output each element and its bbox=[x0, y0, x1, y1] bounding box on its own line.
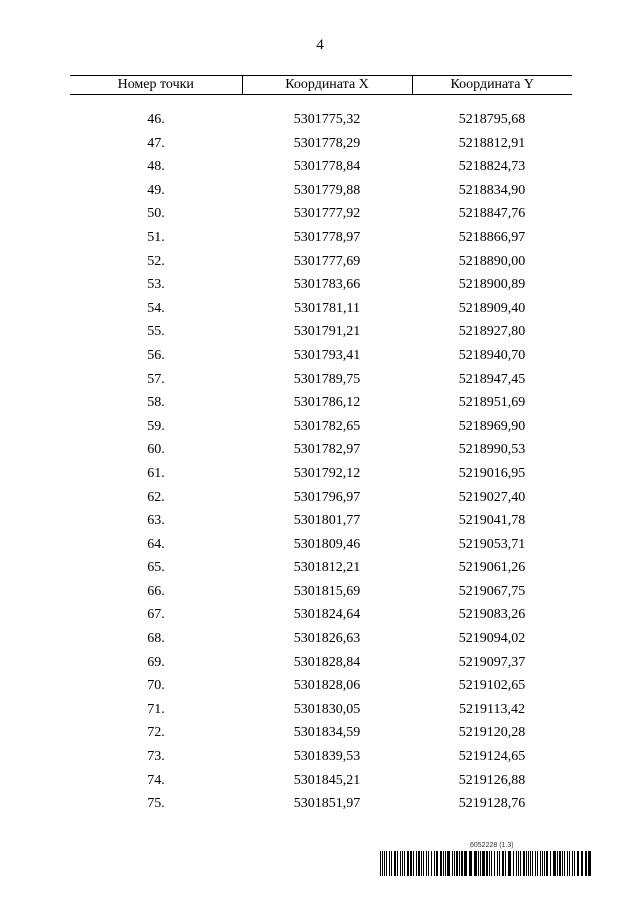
barcode-bar bbox=[404, 851, 405, 876]
coordinate-x-cell: 5301826,63 bbox=[293, 631, 361, 647]
barcode-bar bbox=[464, 851, 467, 876]
barcode-bar bbox=[588, 851, 591, 876]
barcode-bar bbox=[577, 851, 579, 876]
coordinate-y-cell: 5219067,75 bbox=[458, 583, 526, 599]
coordinate-y-cell: 5218940,70 bbox=[458, 347, 526, 363]
barcode-bar bbox=[410, 851, 412, 876]
table-row bbox=[70, 438, 572, 462]
barcode-bar bbox=[452, 851, 453, 876]
point-number-cell: 70. bbox=[147, 678, 165, 694]
coordinate-y-cell: 5219113,42 bbox=[459, 701, 525, 717]
coordinates-table bbox=[70, 75, 572, 816]
barcode-bar bbox=[447, 851, 450, 876]
coordinate-y-cell: 5219126,88 bbox=[458, 772, 526, 788]
table-row bbox=[70, 415, 572, 439]
barcode-bar bbox=[520, 851, 521, 876]
point-number-cell: 48. bbox=[147, 159, 165, 175]
coordinate-y-cell: 5219128,76 bbox=[458, 796, 526, 812]
point-number-cell: 51. bbox=[147, 229, 165, 245]
table-row bbox=[70, 509, 572, 533]
barcode-bar bbox=[389, 851, 390, 876]
table-row bbox=[70, 132, 572, 156]
table-row bbox=[70, 580, 572, 604]
point-number-cell: 62. bbox=[147, 489, 165, 505]
barcode-bar bbox=[482, 851, 485, 876]
barcode-bar bbox=[532, 851, 533, 876]
coordinate-y-cell: 5218824,73 bbox=[458, 159, 526, 175]
point-number-cell: 71. bbox=[147, 701, 165, 717]
coordinate-x-cell: 5301778,84 bbox=[293, 159, 361, 175]
point-number-cell: 75. bbox=[147, 796, 165, 812]
coordinate-x-cell: 5301778,29 bbox=[293, 135, 361, 151]
table-row bbox=[70, 627, 572, 651]
barcode-bar bbox=[567, 851, 568, 876]
barcode-bar bbox=[574, 851, 575, 876]
coordinate-y-cell: 5219016,95 bbox=[458, 465, 526, 481]
point-number-cell: 53. bbox=[147, 277, 165, 293]
point-number-cell: 46. bbox=[147, 112, 165, 127]
point-number-cell: 64. bbox=[147, 536, 165, 552]
barcode-bar bbox=[418, 851, 420, 876]
barcode-bar bbox=[528, 851, 529, 876]
coordinate-y-cell: 5219102,65 bbox=[458, 678, 526, 694]
coordinate-x-cell: 5301801,77 bbox=[293, 513, 361, 529]
point-number-cell: 63. bbox=[147, 513, 165, 529]
point-number-cell: 57. bbox=[147, 371, 165, 387]
barcode-bar bbox=[550, 851, 551, 876]
barcode-bar bbox=[499, 851, 500, 876]
coordinate-x-cell: 5301830,05 bbox=[293, 701, 361, 717]
coordinate-y-cell: 5218795,68 bbox=[458, 112, 526, 127]
barcode-bar bbox=[569, 851, 570, 876]
table-row bbox=[70, 250, 572, 274]
barcode-bar bbox=[426, 851, 427, 876]
barcode-bar bbox=[559, 851, 561, 876]
header-coordinate-x: Координата X bbox=[242, 76, 412, 95]
coordinate-y-cell: 5219097,37 bbox=[458, 654, 526, 670]
barcode-bar bbox=[502, 851, 504, 876]
barcode-bar bbox=[478, 851, 479, 876]
point-number-cell: 67. bbox=[147, 607, 165, 623]
coordinate-y-cell: 5218947,45 bbox=[458, 371, 526, 387]
table-row bbox=[70, 226, 572, 250]
barcode-bar bbox=[535, 851, 536, 876]
table-row bbox=[70, 344, 572, 368]
coordinate-y-cell: 5218834,90 bbox=[458, 182, 526, 198]
coordinate-y-cell: 5218990,53 bbox=[458, 442, 526, 458]
coordinate-y-cell: 5219053,71 bbox=[458, 536, 526, 552]
table-row bbox=[70, 486, 572, 510]
coordinate-x-cell: 5301782,97 bbox=[293, 442, 361, 458]
point-number-cell: 56. bbox=[147, 347, 165, 363]
barcode-bar bbox=[523, 851, 525, 876]
table-row bbox=[70, 698, 572, 722]
coordinate-y-cell: 5218812,91 bbox=[458, 135, 526, 151]
barcode-bar bbox=[454, 851, 455, 876]
coordinate-x-cell: 5301777,92 bbox=[293, 206, 361, 222]
barcode-bar bbox=[428, 851, 429, 876]
barcode-bar bbox=[542, 851, 543, 876]
coordinate-x-cell: 5301791,21 bbox=[293, 324, 361, 340]
coordinate-y-cell: 5218909,40 bbox=[458, 300, 526, 316]
table-row bbox=[70, 273, 572, 297]
point-number-cell: 69. bbox=[147, 654, 165, 670]
barcode-bar bbox=[494, 851, 495, 876]
coordinate-x-cell: 5301778,97 bbox=[293, 229, 361, 245]
coordinate-y-cell: 5219041,78 bbox=[458, 513, 526, 529]
barcode-bar bbox=[423, 851, 424, 876]
barcode-bar bbox=[380, 851, 381, 876]
table-row bbox=[70, 462, 572, 486]
table-row bbox=[70, 533, 572, 557]
barcode-bar bbox=[562, 851, 563, 876]
coordinate-y-cell: 5218890,00 bbox=[458, 253, 526, 269]
page-number: 4 bbox=[316, 37, 324, 53]
table-row bbox=[70, 320, 572, 344]
table-row bbox=[70, 368, 572, 392]
barcode-bar bbox=[461, 851, 463, 876]
point-number-cell: 54. bbox=[147, 300, 165, 316]
barcode-bar bbox=[440, 851, 442, 876]
coordinate-x-cell: 5301815,69 bbox=[293, 583, 361, 599]
barcode-bar bbox=[394, 851, 396, 876]
barcode-bar bbox=[400, 851, 401, 876]
coordinate-x-cell: 5301839,53 bbox=[293, 749, 361, 765]
barcode-bar bbox=[382, 851, 383, 876]
coordinate-x-cell: 5301775,32 bbox=[293, 112, 361, 127]
barcode-bar bbox=[386, 851, 387, 876]
coordinate-x-cell: 5301779,88 bbox=[293, 182, 361, 198]
coordinate-x-cell: 5301789,75 bbox=[293, 371, 361, 387]
barcode-bar bbox=[497, 851, 498, 876]
barcode-bar bbox=[526, 851, 527, 876]
coordinate-y-cell: 5218969,90 bbox=[458, 418, 526, 434]
barcode-bar bbox=[508, 851, 511, 876]
point-number-cell: 66. bbox=[147, 583, 165, 599]
barcode-caption: 6052228 (1.3) bbox=[470, 842, 514, 849]
coordinate-y-cell: 5218951,69 bbox=[458, 395, 526, 411]
coordinate-x-cell: 5301812,21 bbox=[293, 560, 361, 576]
point-number-cell: 73. bbox=[147, 749, 165, 765]
barcode-bar bbox=[436, 851, 438, 876]
barcode-icon bbox=[380, 851, 592, 876]
table-row bbox=[70, 745, 572, 769]
barcode-bar bbox=[516, 851, 517, 876]
barcode-bar bbox=[564, 851, 565, 876]
coordinate-x-cell: 5301828,84 bbox=[293, 654, 361, 670]
table-row bbox=[70, 674, 572, 698]
table-row bbox=[70, 556, 572, 580]
coordinate-x-cell: 5301792,12 bbox=[293, 465, 361, 481]
barcode-bar bbox=[486, 851, 488, 876]
barcode-bar bbox=[505, 851, 506, 876]
coordinate-y-cell: 5218847,76 bbox=[458, 206, 526, 222]
coordinate-x-cell: 5301793,41 bbox=[293, 347, 361, 363]
point-number-cell: 65. bbox=[147, 560, 165, 576]
coordinate-y-cell: 5218866,97 bbox=[458, 229, 526, 245]
barcode-bar bbox=[384, 851, 385, 876]
table-header-row bbox=[70, 76, 572, 95]
barcode-bar bbox=[480, 851, 481, 876]
coordinate-y-cell: 5219061,26 bbox=[458, 560, 526, 576]
barcode-bar bbox=[491, 851, 492, 876]
coordinate-x-cell: 5301796,97 bbox=[293, 489, 361, 505]
barcode-bar bbox=[572, 851, 573, 876]
barcode-bar bbox=[413, 851, 414, 876]
barcode-bar bbox=[537, 851, 538, 876]
barcode-bar bbox=[489, 851, 490, 876]
coordinate-y-cell: 5219083,26 bbox=[458, 607, 526, 623]
coordinate-x-cell: 5301845,21 bbox=[293, 772, 361, 788]
barcode-bar bbox=[544, 851, 545, 876]
coordinate-y-cell: 5218927,80 bbox=[458, 324, 526, 340]
barcode-bar bbox=[407, 851, 409, 876]
coordinate-x-cell: 5301782,65 bbox=[293, 418, 361, 434]
barcode-bar bbox=[469, 851, 472, 876]
point-number-cell: 59. bbox=[147, 418, 165, 434]
coordinate-x-cell: 5301824,64 bbox=[293, 607, 361, 623]
document-barcode bbox=[380, 842, 592, 876]
point-number-cell: 58. bbox=[147, 395, 165, 411]
barcode-bar bbox=[585, 851, 587, 876]
point-number-cell: 68. bbox=[147, 631, 165, 647]
point-number-cell: 60. bbox=[147, 442, 165, 458]
table-row bbox=[70, 769, 572, 793]
barcode-bar bbox=[553, 851, 556, 876]
barcode-bar bbox=[434, 851, 435, 876]
table-body bbox=[70, 95, 572, 816]
barcode-bar bbox=[540, 851, 541, 876]
barcode-bar bbox=[443, 851, 444, 876]
barcode-bar bbox=[397, 851, 398, 876]
barcode-bar bbox=[421, 851, 422, 876]
point-number-cell: 50. bbox=[147, 206, 165, 222]
barcode-bar bbox=[391, 851, 392, 876]
table-row bbox=[70, 297, 572, 321]
barcode-bar bbox=[445, 851, 446, 876]
point-number-cell: 52. bbox=[147, 253, 165, 269]
header-point-number: Номер точки bbox=[70, 76, 242, 95]
coordinate-x-cell: 5301777,69 bbox=[293, 253, 361, 269]
barcode-bar bbox=[513, 851, 514, 876]
barcode-bar bbox=[416, 851, 417, 876]
barcode-bar bbox=[459, 851, 460, 876]
point-number-cell: 47. bbox=[147, 135, 165, 151]
header-coordinate-y: Координата Y bbox=[412, 76, 572, 95]
table-row bbox=[70, 391, 572, 415]
coordinate-x-cell: 5301834,59 bbox=[293, 725, 361, 741]
coordinate-x-cell: 5301786,12 bbox=[293, 395, 361, 411]
table-row bbox=[70, 179, 572, 203]
point-number-cell: 61. bbox=[147, 465, 165, 481]
table-row bbox=[70, 651, 572, 675]
table-spacer bbox=[70, 95, 572, 109]
table-row bbox=[70, 202, 572, 226]
coordinate-x-cell: 5301851,97 bbox=[293, 796, 361, 812]
barcode-bar bbox=[557, 851, 558, 876]
coordinate-x-cell: 5301828,06 bbox=[293, 678, 361, 694]
table-row bbox=[70, 155, 572, 179]
point-number-cell: 49. bbox=[147, 182, 165, 198]
coordinate-x-cell: 5301783,66 bbox=[293, 277, 361, 293]
barcode-bar bbox=[431, 851, 432, 876]
coordinate-y-cell: 5218900,89 bbox=[458, 277, 526, 293]
table-row bbox=[70, 603, 572, 627]
coordinate-x-cell: 5301809,46 bbox=[293, 536, 361, 552]
barcode-bar bbox=[402, 851, 403, 876]
barcode-bar bbox=[530, 851, 531, 876]
table-row bbox=[70, 792, 572, 816]
barcode-bar bbox=[456, 851, 458, 876]
coordinate-y-cell: 5219027,40 bbox=[458, 489, 526, 505]
point-number-cell: 72. bbox=[147, 725, 165, 741]
table-row bbox=[70, 108, 572, 132]
coordinate-x-cell: 5301781,11 bbox=[294, 300, 360, 316]
coordinate-y-cell: 5219094,02 bbox=[458, 631, 526, 647]
barcode-bar bbox=[474, 851, 477, 876]
barcode-bar bbox=[546, 851, 548, 876]
point-number-cell: 55. bbox=[147, 324, 165, 340]
barcode-bar bbox=[581, 851, 583, 876]
point-number-cell: 74. bbox=[147, 772, 165, 788]
coordinate-y-cell: 5219124,65 bbox=[458, 749, 526, 765]
coordinate-y-cell: 5219120,28 bbox=[458, 725, 526, 741]
barcode-bar bbox=[518, 851, 519, 876]
table-row bbox=[70, 721, 572, 745]
